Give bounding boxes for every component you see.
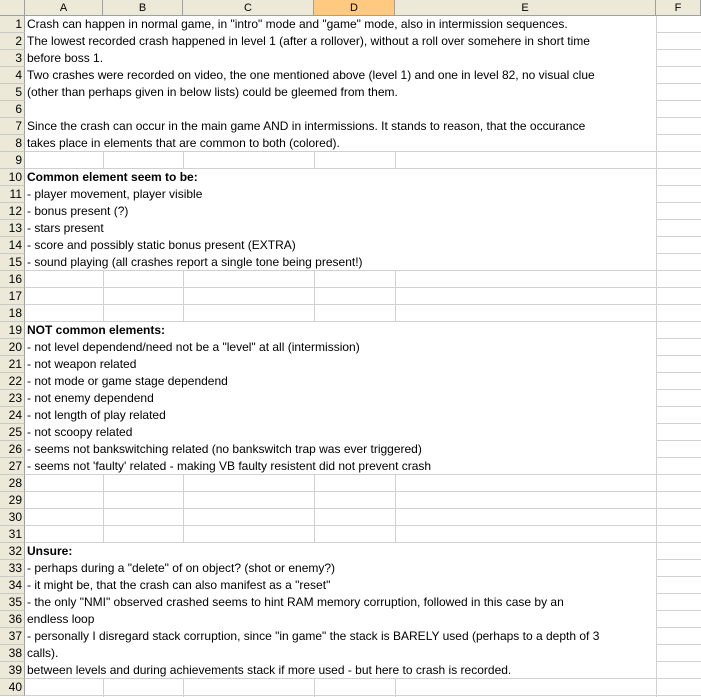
row-header-10[interactable]: 10 [0,169,25,186]
row-header-19[interactable]: 19 [0,322,25,339]
gridline [656,559,701,560]
cell-a35[interactable]: - the only "NMI" observed crashed seems to hint RAM memory corruption, followed in this case by an [27,595,564,609]
row-header-1[interactable]: 1 [0,16,25,33]
gridline [656,66,701,67]
cell-a15[interactable]: - sound playing (all crashes report a single tone being present!) [27,255,363,269]
cell-a34[interactable]: - it might be, that the crash can also manifest as a "reset" [27,578,331,592]
cell-a39[interactable]: between levels and during achievements stack if more used - but here to crash is recorded. [27,663,512,677]
gridline [25,508,701,509]
row-header-40[interactable]: 40 [0,679,25,696]
gridline [656,457,701,458]
cell-a7[interactable]: Since the crash can occur in the main game AND in intermissions. It stands to reason, that the occurance [27,119,586,133]
row-header-9[interactable]: 9 [0,152,25,169]
cell-a4[interactable]: Two crashes were recorded on video, the one mentioned above (level 1) and one in level 82, no visual clue [27,68,595,82]
row-header-23[interactable]: 23 [0,390,25,407]
select-all-corner[interactable] [0,0,25,16]
row-header-20[interactable]: 20 [0,339,25,356]
row-header-31[interactable]: 31 [0,526,25,543]
cell-a12[interactable]: - bonus present (?) [27,204,129,218]
row-header-14[interactable]: 14 [0,237,25,254]
gridline [656,253,701,254]
row-header-22[interactable]: 22 [0,373,25,390]
row-header-26[interactable]: 26 [0,441,25,458]
gridline [656,117,701,118]
cell-a1[interactable]: Crash can happen in normal game, in "intro" mode and "game" mode, also in intermission sequences. [27,17,568,31]
gridline [656,661,701,662]
row-header-33[interactable]: 33 [0,560,25,577]
row-header-35[interactable]: 35 [0,594,25,611]
row-header-3[interactable]: 3 [0,50,25,67]
gridline [656,610,701,611]
gridline [656,389,701,390]
cell-a25[interactable]: - not scoopy related [27,425,133,439]
gridline [656,644,701,645]
cell-a33[interactable]: - perhaps during a "delete" of on object? (shot or enemy?) [27,561,336,575]
row-header-18[interactable]: 18 [0,305,25,322]
row-header-29[interactable]: 29 [0,492,25,509]
row-header-34[interactable]: 34 [0,577,25,594]
gridline [656,236,701,237]
gridline [656,83,701,84]
column-header-f[interactable]: F [656,0,701,16]
row-header-7[interactable]: 7 [0,118,25,135]
gridline [656,355,701,356]
gridline [656,16,657,697]
row-header-12[interactable]: 12 [0,203,25,220]
row-header-17[interactable]: 17 [0,288,25,305]
gridline [656,219,701,220]
row-header-27[interactable]: 27 [0,458,25,475]
gridline [656,202,701,203]
gridline [25,491,701,492]
column-header-c[interactable]: C [183,0,314,16]
cell-a21[interactable]: - not weapon related [27,357,137,371]
row-header-6[interactable]: 6 [0,101,25,118]
gridline [656,423,701,424]
cell-a38[interactable]: calls). [27,646,59,660]
cell-a27[interactable]: - seems not 'faulty' related - making VB faulty resistent did not prevent crash [27,459,432,473]
gridline [25,525,701,526]
row-header-39[interactable]: 39 [0,662,25,679]
cell-a26[interactable]: - seems not bankswitching related (no bankswitch trap was ever triggered) [27,442,422,456]
gridline [656,338,701,339]
gridline [25,287,701,288]
row-header-5[interactable]: 5 [0,84,25,101]
row-header-30[interactable]: 30 [0,509,25,526]
cell-a24[interactable]: - not length of play related [27,408,166,422]
row-header-28[interactable]: 28 [0,475,25,492]
row-header-15[interactable]: 15 [0,254,25,271]
column-header-e[interactable]: E [395,0,656,16]
gridline [656,100,701,101]
column-header-d[interactable]: D [314,0,395,16]
row-header-16[interactable]: 16 [0,271,25,288]
row-header-25[interactable]: 25 [0,424,25,441]
row-header-8[interactable]: 8 [0,135,25,152]
cell-a3[interactable]: before boss 1. [27,51,104,65]
gridline [656,406,701,407]
cell-a22[interactable]: - not mode or game stage dependend [27,374,228,388]
cell-a23[interactable]: - not enemy dependend [27,391,154,405]
cell-a5[interactable]: (other than perhaps given in below lists) could be gleemed from them. [27,85,398,99]
gridline [656,593,701,594]
cell-a20[interactable]: - not level dependend/need not be a "level" at all (intermission) [27,340,360,354]
gridline [656,49,701,50]
row-header-36[interactable]: 36 [0,611,25,628]
row-header-24[interactable]: 24 [0,407,25,424]
gridline [25,304,701,305]
gridline [25,695,701,696]
row-header-11[interactable]: 11 [0,186,25,203]
column-header-a[interactable]: A [25,0,103,16]
row-header-32[interactable]: 32 [0,543,25,560]
gridline [656,134,701,135]
row-header-21[interactable]: 21 [0,356,25,373]
cell-a36[interactable]: endless loop [27,612,95,626]
cell-a14[interactable]: - score and possibly static bonus present (EXTRA) [27,238,296,252]
cell-a10[interactable]: Common element seem to be: [27,170,198,184]
gridline [656,32,701,33]
cell-a11[interactable]: - player movement, player visible [27,187,203,201]
cell-a37[interactable]: - personally I disregard stack corruption, since "in game" the stack is BARELY used (perhaps to a depth of 3 [27,629,600,643]
gridline [656,185,701,186]
row-header-4[interactable]: 4 [0,67,25,84]
row-header-38[interactable]: 38 [0,645,25,662]
cell-a13[interactable]: - stars present [27,221,104,235]
cell-a2[interactable]: The lowest recorded crash happened in level 1 (after a rollover), without a roll over somehere in short time [27,34,590,48]
column-header-b[interactable]: B [103,0,183,16]
gridline [656,372,701,373]
row-header-37[interactable]: 37 [0,628,25,645]
gridline [656,627,701,628]
row-header-13[interactable]: 13 [0,220,25,237]
cell-a19[interactable]: NOT common elements: [27,323,166,337]
row-header-2[interactable]: 2 [0,33,25,50]
cell-a32[interactable]: Unsure: [27,544,73,558]
gridline [656,576,701,577]
gridline [656,440,701,441]
cell-a8[interactable]: takes place in elements that are common to both (colored). [27,136,340,150]
